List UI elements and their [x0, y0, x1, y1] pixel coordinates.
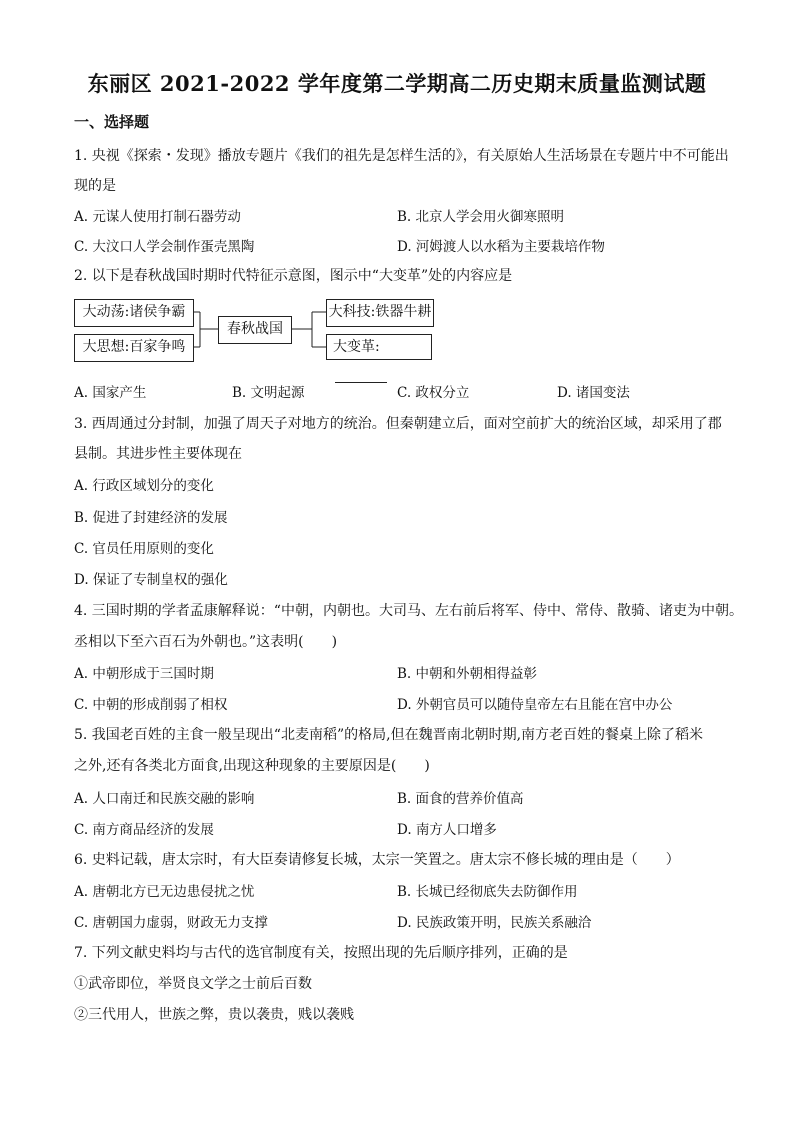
q1-option-b[interactable]: B. 北京人学会用火御寒照明: [397, 209, 565, 225]
q5-option-b[interactable]: B. 面食的营养价值高: [397, 791, 524, 807]
q2-box-center: 春秋战国: [218, 316, 292, 344]
q5-option-c[interactable]: C. 南方商品经济的发展: [74, 822, 214, 838]
q2-option-a[interactable]: A. 国家产生: [74, 385, 147, 401]
q5-stem-line2: 之外,还有各类北方面食,出现这种现象的主要原因是( ): [74, 758, 430, 774]
q2-box-reform: [326, 334, 432, 360]
q2-option-c[interactable]: C. 政权分立: [397, 385, 470, 401]
q3-option-d[interactable]: D. 保证了专制皇权的强化: [74, 572, 228, 588]
q3-option-c[interactable]: C. 官员任用原则的变化: [74, 541, 214, 557]
q7-source-2: ②三代用人，世族之弊，贵以袭贵，贱以袭贱: [74, 1007, 354, 1023]
q1-stem-line1: 1. 央视《探索・发现》播放专题片《我们的祖先是怎样生活的》，有关原始人生活场景在专题片中不可能出: [74, 148, 729, 164]
page-title: 东丽区 2021-2022 学年度第二学期高二历史期末质量监测试题: [87, 71, 707, 96]
q2-answer-blank: [335, 368, 387, 383]
q1-option-c[interactable]: C. 大汶口人学会制作蛋壳黑陶: [74, 239, 255, 255]
q4-option-c[interactable]: C. 中朝的形成削弱了相权: [74, 697, 228, 713]
q6-option-c[interactable]: C. 唐朝国力虚弱，财政无力支撑: [74, 915, 268, 931]
q1-option-d[interactable]: D. 河姆渡人以水稻为主要栽培作物: [397, 239, 605, 255]
q3-stem-line1: 3. 西周通过分封制，加强了周天子对地方的统治。但秦朝建立后，面对空前扩大的统治区域，却采用了郡: [74, 416, 722, 432]
q6-option-d[interactable]: D. 民族政策开明，民族关系融洽: [397, 915, 592, 931]
q3-stem-line2: 县制。其进步性主要体现在: [74, 446, 242, 462]
q6-stem-line1: 6. 史料记载，唐太宗时，有大臣奏请修复长城，太宗一笑置之。唐太宗不修长城的理由是（ ）: [74, 852, 680, 868]
q1-stem-line2: 现的是: [74, 178, 116, 194]
section-heading: 一、选择题: [74, 113, 150, 131]
q2-box-reform-label: 大变革:: [333, 339, 380, 355]
q2-box-turmoil: 大动荡:诸侯争霸: [74, 299, 194, 327]
q5-option-a[interactable]: A. 人口南迁和民族交融的影响: [74, 791, 255, 807]
q4-stem-line1: 4. 三国时期的学者孟康解释说：“中朝，内朝也。大司马、左右前后将军、侍中、常侍、散骑、诸吏为中朝。: [74, 603, 743, 619]
q2-box-tech: 大科技:铁器牛耕: [326, 299, 434, 327]
q2-box-thought: 大思想:百家争鸣: [74, 334, 194, 362]
q6-option-a[interactable]: A. 唐朝北方已无边患侵扰之忧: [74, 884, 255, 900]
q4-option-b[interactable]: B. 中朝和外朝相得益彰: [397, 666, 538, 682]
q7-stem-line1: 7. 下列文献史料均与古代的选官制度有关，按照出现的先后顺序排列，正确的是: [74, 945, 568, 961]
q2-stem-line1: 2. 以下是春秋战国时期时代特征示意图，图示中“大变革”处的内容应是: [74, 268, 513, 284]
q3-option-a[interactable]: A. 行政区域划分的变化: [74, 478, 214, 494]
q6-option-b[interactable]: B. 长城已经彻底失去防御作用: [397, 884, 578, 900]
q4-option-a[interactable]: A. 中朝形成于三国时期: [74, 666, 214, 682]
q4-stem-line2: 丞相以下至六百石为外朝也。”这表明( ): [74, 634, 338, 650]
q2-option-d[interactable]: D. 诸国变法: [557, 385, 630, 401]
q2-option-b[interactable]: B. 文明起源: [232, 385, 305, 401]
q1-option-a[interactable]: A. 元谋人使用打制石器劳动: [74, 209, 241, 225]
q5-stem-line1: 5. 我国老百姓的主食一般呈现出“北麦南稻”的格局,但在魏晋南北朝时期,南方老百姓的餐桌上除了稻米: [74, 727, 704, 743]
q3-option-b[interactable]: B. 促进了封建经济的发展: [74, 510, 228, 526]
q4-option-d[interactable]: D. 外朝官员可以随侍皇帝左右且能在宫中办公: [397, 697, 673, 713]
q5-option-d[interactable]: D. 南方人口增多: [397, 822, 497, 838]
q7-source-1: ①武帝即位，举贤良文学之士前后百数: [74, 976, 312, 992]
